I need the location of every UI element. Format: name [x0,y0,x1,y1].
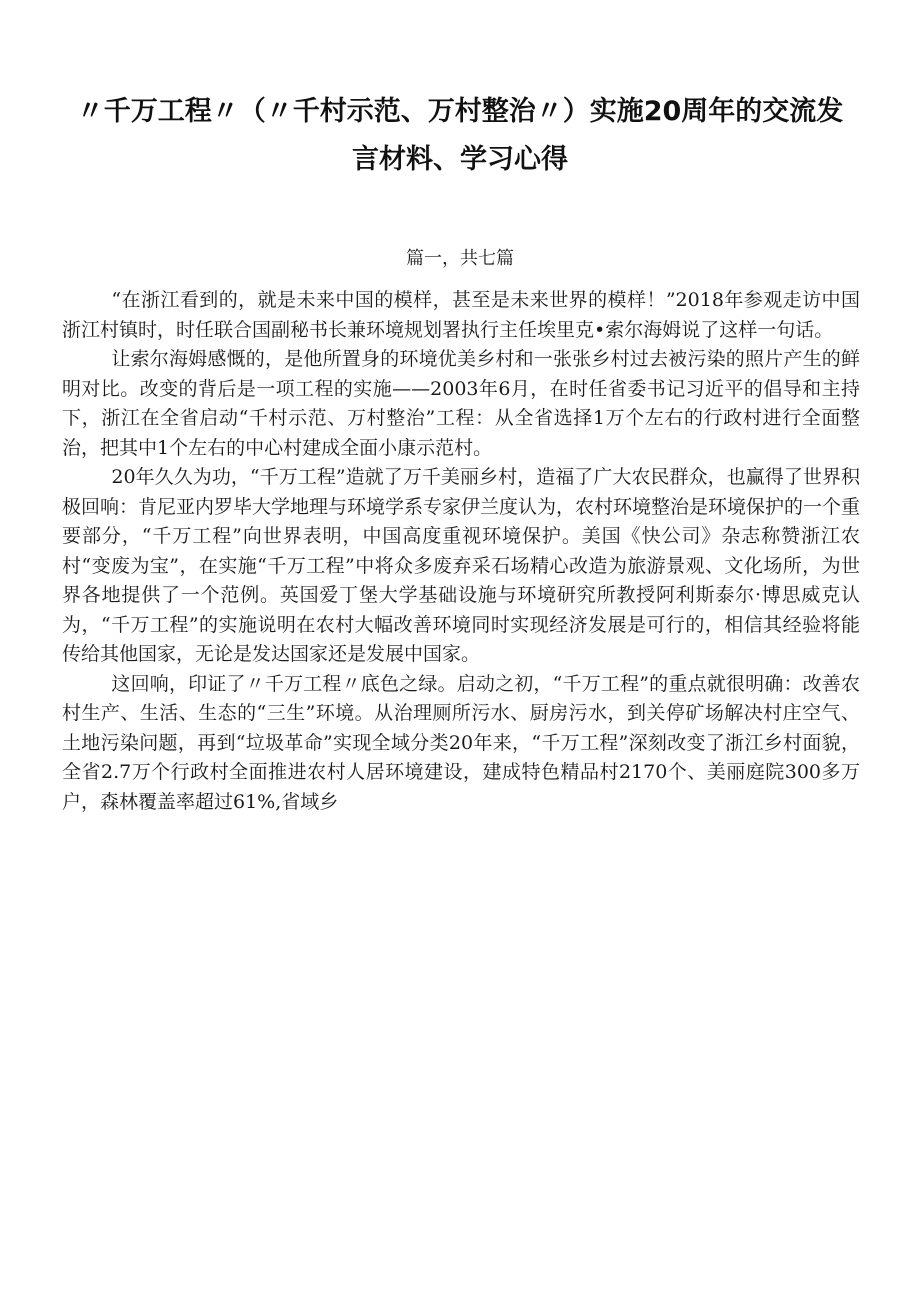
paragraph-2: 让索尔海姆感慨的，是他所置身的环境优美乡村和一张张乡村过去被污染的照片产生的鲜明对比。改变的背后是一项工程的实施——2003年6月，在时任省委书记习近平的倡导和主持下，浙江在全省启动“千村示范、万村整治”工程：从全省选择1万个左右的行政村进行全面整治，把其中1个左右的中心村建成全面小康示范村。 [62,348,860,459]
section-heading: 篇一，共七篇 [406,248,514,269]
paragraph-3: 20年久久为功，“千万工程”造就了万千美丽乡村，造福了广大农民群众，也赢得了世界积极回响：肯尼亚内罗毕大学地理与环境学系专家伊兰度认为，农村环境整治是环境保护的一个重要部分，“千万工程”向世界表明，中国高度重视环境保护。美国《快公司》杂志称赞浙江农村“变废为宝”，在实施“千万工程”中将众多废弃采石场精心改造为旅游景观、文化场所，为世界各地提供了一个范例。英国爱丁堡大学基础设施与环境研究所教授阿利斯泰尔·博思威克认为，“千万工程”的实施说明在农村大幅改善环境同时实现经济发展是可行的，相信其经验将能传给其他国家，无论是发达国家还是发展中国家。 [62,466,861,665]
document-title: 〃千万工程〃（〃千村示范、万村整治〃）实施20周年的交流发言材料、学习心得 [76,96,844,175]
paragraph-1: “在浙江看到的，就是未来中国的模样，甚至是未来世界的模样！”2018年参观走访中国浙江村镇时，时任联合国副秘书长兼环境规划署执行主任埃里克•索尔海姆说了这样一句话。 [62,289,860,341]
document-body [62,286,860,817]
paragraph-4: 这回响，印证了〃千万工程〃底色之绿。启动之初，“千万工程”的重点就很明确：改善农村生产、生活、生态的“三生”环境。从治理厕所污水、厨房污水，到关停矿场解决村庄空气、土地污染问题，再到“垃圾革命”实现全域分类20年来，“千万工程”深刻改变了浙江乡村面貌，全省2.7万个行政村全面推进农村人居环境建设，建成特色精品村2170个、美丽庭院300多万户，森林覆盖率超过61%,省域乡 [62,672,860,813]
